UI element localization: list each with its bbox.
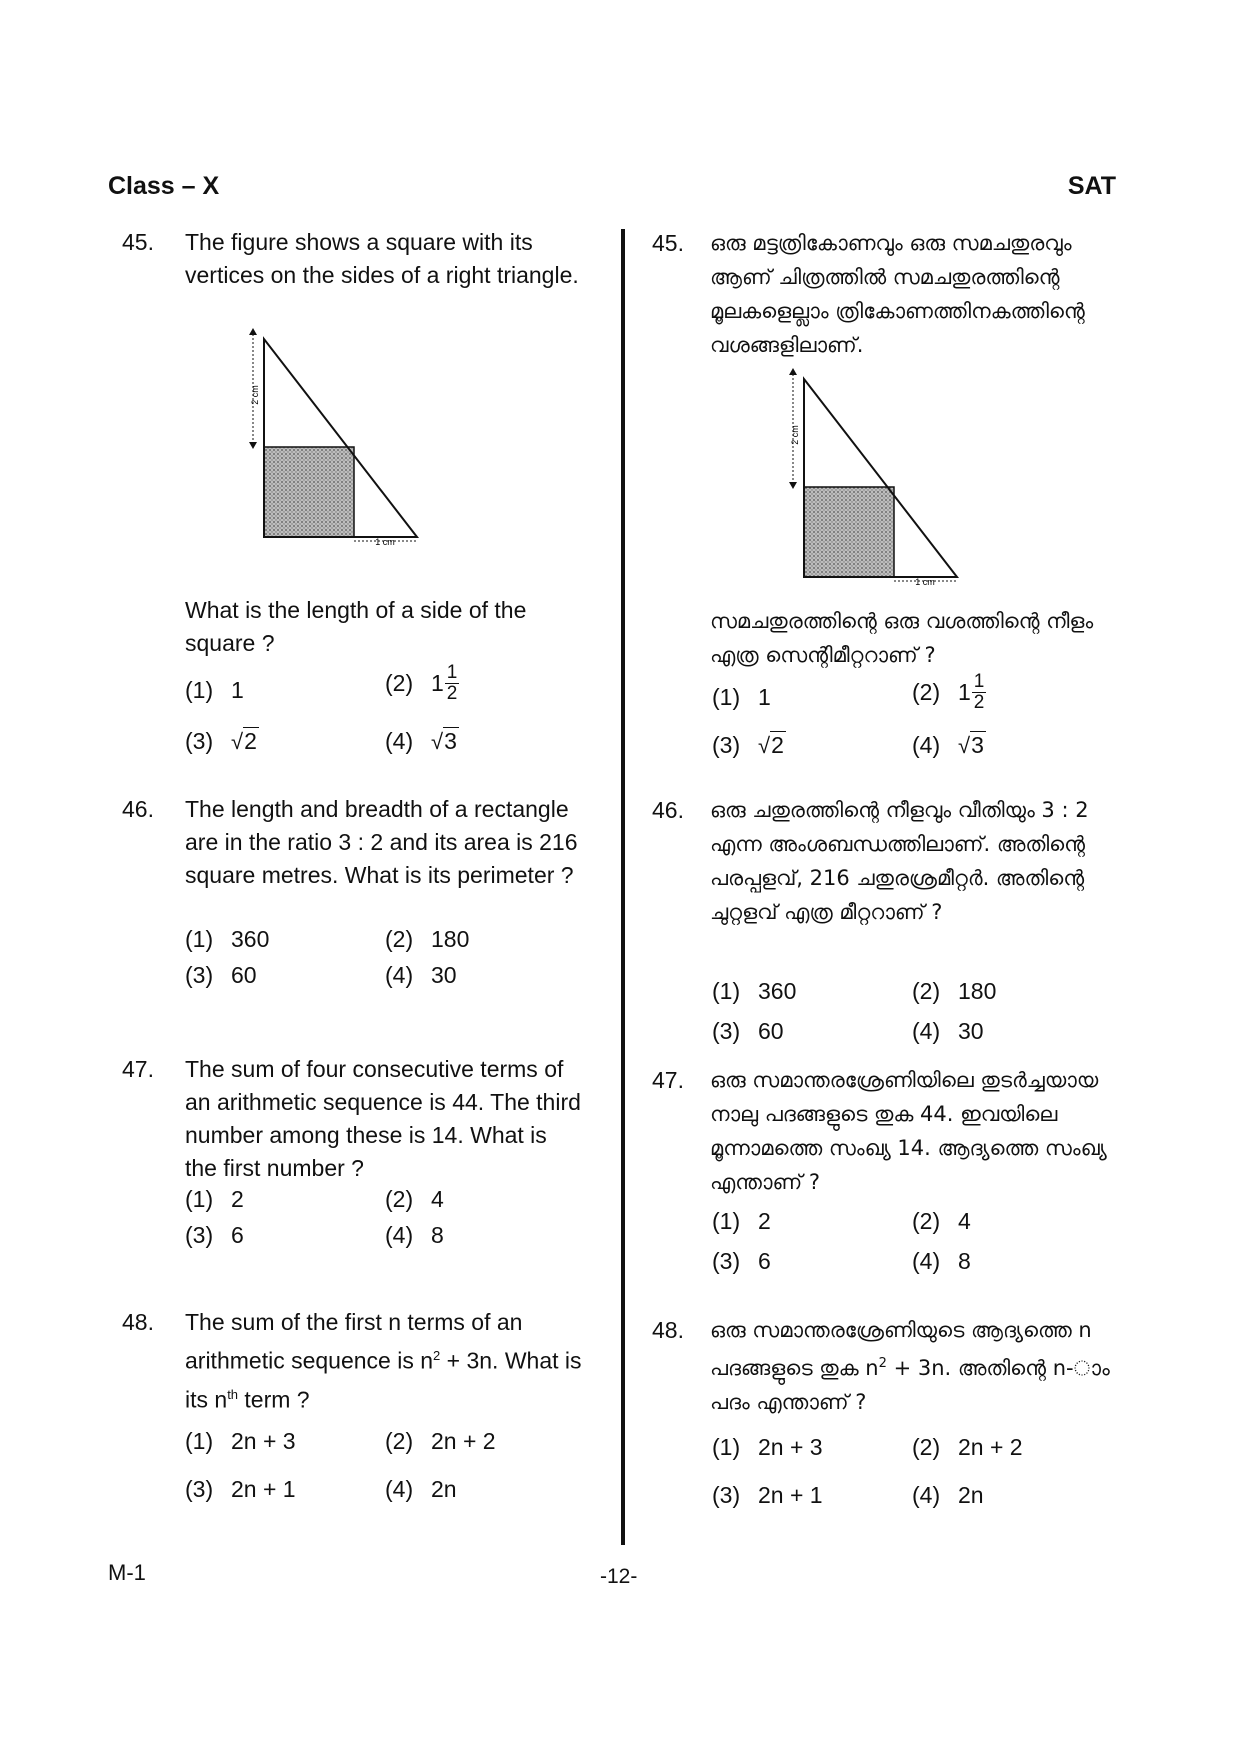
question-text: ഒരു സമാന്തരശ്രേണിയിലെ തുടർച്ചയായ നാലു പദങ്ങളുടെ തുക 44. ഇവയിലെ മൂന്നാമത്തെ സംഖ്യ 14. ആദ്യത്തെ സംഖ്യ എന്താണ് ? <box>710 1068 1107 1194</box>
column-divider <box>621 229 625 1545</box>
option-46-4-ml[interactable]: (4) 30 <box>912 1018 984 1044</box>
page-header-exam: SAT <box>1067 172 1116 200</box>
question-number: 47. <box>122 1056 154 1082</box>
option-46-2-en[interactable]: (2) 180 <box>385 926 470 952</box>
option-46-1-ml[interactable]: (1) 360 <box>712 978 797 1004</box>
square-root: √2 <box>231 728 257 754</box>
option-48-4-en[interactable]: (4) 2n <box>385 1476 457 1502</box>
option-45-3-ml[interactable]: (3) √2 <box>712 732 784 758</box>
option-47-1-ml[interactable]: (1) 2 <box>712 1208 771 1234</box>
question-text: The figure shows a square with its vertices on the sides of a right triangle. <box>185 229 579 288</box>
triangle-square-figure-en <box>245 325 425 550</box>
height-label: 2 cm <box>790 425 800 445</box>
question-number: 48. <box>652 1317 684 1343</box>
option-46-1-en[interactable]: (1) 360 <box>185 926 270 952</box>
question-prompt: What is the length of a side of the square ? <box>185 597 527 656</box>
square-root: √3 <box>431 728 457 754</box>
option-48-1-ml[interactable]: (1) 2n + 3 <box>712 1434 823 1460</box>
option-48-1-en[interactable]: (1) 2n + 3 <box>185 1428 296 1454</box>
paper-code: M-1 <box>108 1560 146 1585</box>
fraction: $\frac{1}{2}$ <box>973 671 985 713</box>
shaded-square <box>264 447 354 537</box>
question-text: ഒരു മട്ടത്രികോണവും ഒരു സമചതുരവും ആണ് ചിത്രത്തിൽ സമചതുരത്തിന്റെ മൂലകളെല്ലാം ത്രികോണത്തിനകത്തിന്റെ വശങ്ങളിലാണ്. <box>710 231 1085 357</box>
option-47-3-ml[interactable]: (3) 6 <box>712 1248 771 1274</box>
square-root: √2 <box>758 732 784 758</box>
option-48-4-ml[interactable]: (4) 2n <box>912 1482 984 1508</box>
option-47-1-en[interactable]: (1) 2 <box>185 1186 244 1212</box>
option-45-1-en[interactable]: (1) 1 <box>185 677 244 703</box>
option-45-1-ml[interactable]: (1) 1 <box>712 684 771 710</box>
option-45-3-en[interactable]: (3) √2 <box>185 728 257 754</box>
option-48-3-ml[interactable]: (3) 2n + 1 <box>712 1482 823 1508</box>
question-text: ഒരു സമാന്തരശ്രേണിയുടെ ആദ്യത്തെ n പദങ്ങളുടെ തുക $n^2 + 3n$. അതിന്റെ n-ാം പദം എന്താണ് ? <box>710 1318 1110 1414</box>
option-47-4-en[interactable]: (4) 8 <box>385 1222 444 1248</box>
question-prompt: സമചതുരത്തിന്റെ ഒരു വശത്തിന്റെ നീളം എത്ര സെന്റിമീറ്ററാണ് ? <box>710 609 1094 667</box>
option-47-4-ml[interactable]: (4) 8 <box>912 1248 971 1274</box>
option-47-2-ml[interactable]: (2) 4 <box>912 1208 971 1234</box>
option-47-2-en[interactable]: (2) 4 <box>385 1186 444 1212</box>
option-45-4-en[interactable]: (4) √3 <box>385 728 457 754</box>
page-header-class: Class – X <box>108 172 220 200</box>
option-48-2-ml[interactable]: (2) 2n + 2 <box>912 1434 1023 1460</box>
option-46-4-en[interactable]: (4) 30 <box>385 962 457 988</box>
option-46-3-en[interactable]: (3) 60 <box>185 962 257 988</box>
option-45-2-en[interactable]: (2) 1 $\frac{1}{2}$ <box>385 662 458 704</box>
square-root: √3 <box>958 732 984 758</box>
question-text: The length and breadth of a rectangle are in the ratio 3 : 2 and its area is 216 square metres. What is its perimeter ? <box>185 796 578 888</box>
question-number: 45. <box>122 229 154 255</box>
width-label: 1 cm <box>915 577 935 587</box>
question-text: ഒരു ചതുരത്തിന്റെ നീളവും വീതിയും 3 : 2 എന്ന അംശബന്ധത്തിലാണ്. അതിന്റെ പരപ്പളവ്, 216 ചതുരശ്രമീറ്റർ. അതിന്റെ ചുറ്റളവ് എത്ര മീറ്ററാണ് ? <box>710 798 1089 924</box>
question-number: 46. <box>652 797 684 823</box>
fraction: $\frac{1}{2}$ <box>446 662 458 704</box>
question-number: 45. <box>652 230 684 256</box>
shaded-square <box>804 487 894 577</box>
option-48-2-en[interactable]: (2) 2n + 2 <box>385 1428 496 1454</box>
page-number: -12- <box>600 1565 638 1588</box>
height-label: 2 cm <box>250 385 260 405</box>
question-number: 46. <box>122 796 154 822</box>
option-45-4-ml[interactable]: (4) √3 <box>912 732 984 758</box>
question-number: 47. <box>652 1067 684 1093</box>
triangle-square-figure-ml <box>785 367 965 592</box>
option-46-2-ml[interactable]: (2) 180 <box>912 978 997 1004</box>
width-label: 1 cm <box>375 537 395 547</box>
question-number: 48. <box>122 1309 154 1335</box>
question-text: The sum of four consecutive terms of an arithmetic sequence is 44. The third number among these is 14. What is the first number ? <box>185 1056 581 1181</box>
option-47-3-en[interactable]: (3) 6 <box>185 1222 244 1248</box>
option-45-2-ml[interactable]: (2) 1 $\frac{1}{2}$ <box>912 671 985 713</box>
question-text: The sum of the first n terms of an arithmetic sequence is $n^2 + 3n$. What is its $n^{th}$ term ? <box>185 1309 582 1413</box>
option-48-3-en[interactable]: (3) 2n + 1 <box>185 1476 296 1502</box>
option-46-3-ml[interactable]: (3) 60 <box>712 1018 784 1044</box>
